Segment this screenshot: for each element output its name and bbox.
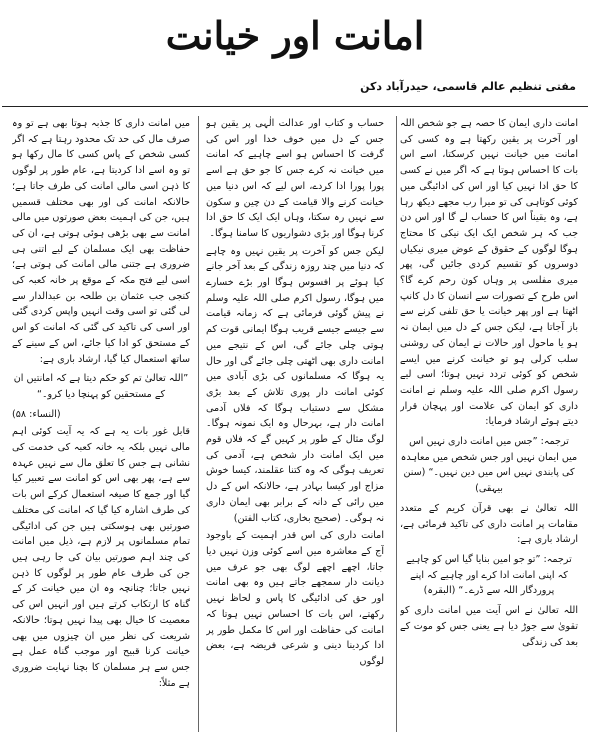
- article-title: امانت اور خیانت: [165, 13, 425, 58]
- paragraph: اللہ تعالیٰ نے اس آیت میں امانت داری کو تقویٰ سے جوڑ دیا ہے یعنی جس کو موت کے بعد کی زندگی: [400, 605, 578, 648]
- column-divider: [198, 116, 199, 732]
- text-column-right: [400, 116, 578, 732]
- paragraph: حساب و کتاب اور عدالت الٰہی پر یقین ہو جس کے دل میں خوف خدا اور اس کی گرفت کا احساس ہو اسے چاہیے کہ امانت میں خیانت نہ کرے جس کا جو حق ہے اسے پورا پورا ادا کردے، اس لیے کہ اس دنیا میں خیانت کرنے والا قیامت کے دن چین و سکون سے نہیں رہ سکتا، وہاں ایک ایک کا حق ادا کرنا ہوگا اور بڑی دشواریوں کا سامنا ہوگا۔: [206, 118, 384, 239]
- text-column-middle: [206, 116, 384, 732]
- paragraph: لیکن جس کو آخرت پر یقین نہیں وہ چاہے کہ دنیا میں چند روزہ زندگی کے بعد آخر جانے کیا ہوئے پر افسوس ہوگا اور بڑے خسارے میں ہوگا، رسول اکرم صلی اللہ علیہ وسلم نے پیش گوئی فرمائی ہے کہ زمانہ قیامت سے جیسے جیسے قریب ہوگا ایمانی قوت کم ہوتی چلی جائے گی، اس کے نتیجے میں امانت داری بھی اٹھتی چلی جائے گی اور حال یہ ہوگا کہ مسلمانوں کی بڑی آبادی میں کوئی امانت دار پوری تلاش کے بعد بڑی مشکل سے دستیاب ہوگا کہ فلاں آدمی امانت دار ہے، بہرحال وہ ایک نمونہ ہوگا۔ لوگ مثال کے طور پر کہیں گے کہ فلاں قوم میں ایک امانت دار شخص ہے، آدمی کی تعریف ہوگی کہ وہ کتنا عقلمند، کیسا خوش مزاج اور کیسا بہادر ہے، حالانکہ اس کے دل میں رائی کے دانہ کے برابر بھی ایمان داری نہ ہوگی۔ (صحیح بخاری، کتاب الفتن): [206, 245, 384, 524]
- article-byline: مفتی تنظیم عالم قاسمی، حیدرآباد دکن: [360, 80, 576, 93]
- citation: (النساء: ۵۸): [12, 408, 61, 420]
- column-divider: [396, 116, 397, 732]
- paragraph: اللہ تعالیٰ نے بھی قرآن کریم کے متعدد مقامات پر امانت داری کی تاکید فرمائی ہے، ارشاد باری ہے:: [400, 502, 578, 546]
- paragraph: امانت داری کی اس قدر اہمیت کے باوجود آج کے معاشرہ میں اسے کوئی وزن نہیں دیا جاتا، اچھے اچھے لوگ بھی جو عرف میں دیانت دار سمجھے جاتے ہیں وہ بھی امانت اور حق کی ادائیگی کا پاس و لحاظ نہیں رکھتے، اس بات کا احساس نہیں ہوتا کہ امانت کی حفاظت اور اس کا مکمل طور پر ادا کردینا دینی و شرعی فریضہ ہے، بعض لوگوں: [206, 530, 384, 667]
- quran-translation: ”اللہ تعالیٰ تم کو حکم دیتا ہے کہ امانتیں ان کے مستحقین کو پہنچا دیا کرو۔“: [13, 373, 189, 400]
- text-column-left: [12, 116, 190, 732]
- paragraph: قابل غور بات یہ ہے کہ یہ آیت کوئی اہم مالی نہیں بلکہ یہ خانہ کعبہ کی خدمت کی نشانی ہے جس کا تعلق مال سے نہیں عہدہ سے ہے، پھر بھی اس کو امانت سے تعبیر کیا گیا اور جمع کا صیغہ استعمال کرکے اس بات کی طرف اشارہ کیا گیا کہ امانت کی مختلف صورتیں بھی ہوسکتی ہیں جن کی ادائیگی تمام مسلمانوں پر لازم ہے، ذیل میں امانت کی چند اہم صورتیں بیان کی جا رہی ہیں جن کی طرف عام طور پر لوگوں کا ذہن نہیں جاتا؛ چنانچہ وہ ان میں خیانت کر کے گناہ کا ارتکاب کرتے ہیں اور انہیں اس کی معصیت کا خیال بھی پیدا نہیں ہوتا؛ حالانکہ شریعت کی نظر میں ان چیزوں میں بھی خیانت کرنا قبیح اور موجب گناہ عمل ہے جس سے ہر مسلمان کا بچنا نہایت ضروری ہے مثلاً:: [12, 426, 190, 689]
- paragraph: امانت داری ایمان کا حصہ ہے جو شخص اللہ اور آخرت پر یقین رکھتا ہے وہ کسی کی امانت میں خیانت نہیں کرسکتا، اسے اس بات کا احساس ہوتا ہے کہ اگر میں نے کسی کا حق ادا نہیں کیا اور اس کی ادائیگی میں کوئی کوتاہی کی تو میرا رب مجھے دیکھ رہا ہے، وہ یقیناً اس کا حساب لے گا اور اس دن جب کہ ہر شخص ایک ایک نیکی کا محتاج ہوگا لوگوں کے حقوق کے عوض میری نیکیاں دوسروں کو تقسیم کردی جائیں گی، پھر میری مفلسی پر وہاں کون رحم کرے گا؟ اس طرح کے تصورات سے انسان کا دل کانپ اٹھتا ہے اور پھر خیانت یا حق تلفی کرنے سے باز آجاتا ہے، لیکن جس کے دل میں ایمان نہ ہو یا ماحول اور حالات نے ایمان کی روشنی سلب کرلی ہو تو خیانت کرنے میں ایسے شخص کو کوئی تردد نہیں ہوتا؛ اسی لیے رسول اکرم صلی اللہ علیہ وسلم نے امانت داری کو ایمان کی علامت اور پہچان قرار دیتے ہوئے ارشاد فرمایا:: [400, 118, 578, 428]
- header-rule: [2, 106, 588, 107]
- quran-translation: ترجمہ: ”تو جو امین بنایا گیا اس کو چاہیے کہ اپنی امانت ادا کرے اور چاہیے کہ اپنے پروردگار اللہ سے ڈرے۔“ (البقرہ): [406, 553, 572, 597]
- hadith-translation: ترجمہ: ”جس میں امانت داری نہیں اس میں ایمان نہیں اور جس شخص میں معاہدہ کی پابندی نہیں اس میں دین نہیں۔“ (سنن بیہقی): [400, 436, 578, 495]
- paragraph: میں امانت داری کا جذبہ ہوتا بھی ہے تو وہ صرف مال کی حد تک محدود رہتا ہے کہ اگر کسی شخص کے پاس کسی کا مال رکھا ہو تو وہ اسے ادا کردیتا ہے، عام طور پر لوگوں کا ذہن اسی مالی امانت کی طرف جاتا ہے؛ حالانکہ امانت کی اور بھی مختلف قسمیں ہیں، جن کی اہمیت بعض صورتوں میں مالی امانت سے بھی بڑھی ہوئی ہوتی ہے، ان کی حفاظت بھی ایک مسلمان کے لیے اتنی ہی ضروری ہے جتنی مالی امانت کی ہوتی ہے؛ اسی لیے فتح مکہ کے موقع پر خانہ کعبہ کی کنجی جب عثمان بن طلحہ بن عبدالدار سے لی گئی تو اسی وقت انہیں واپس کردی گئی اور اسی کی تاکید کی گئی کہ امانت کو اس کے مستحق کو ادا کیا جائے، اس کے سینے کے ساتھ استعمال کیا گیا، ارشاد باری ہے:: [12, 118, 190, 365]
